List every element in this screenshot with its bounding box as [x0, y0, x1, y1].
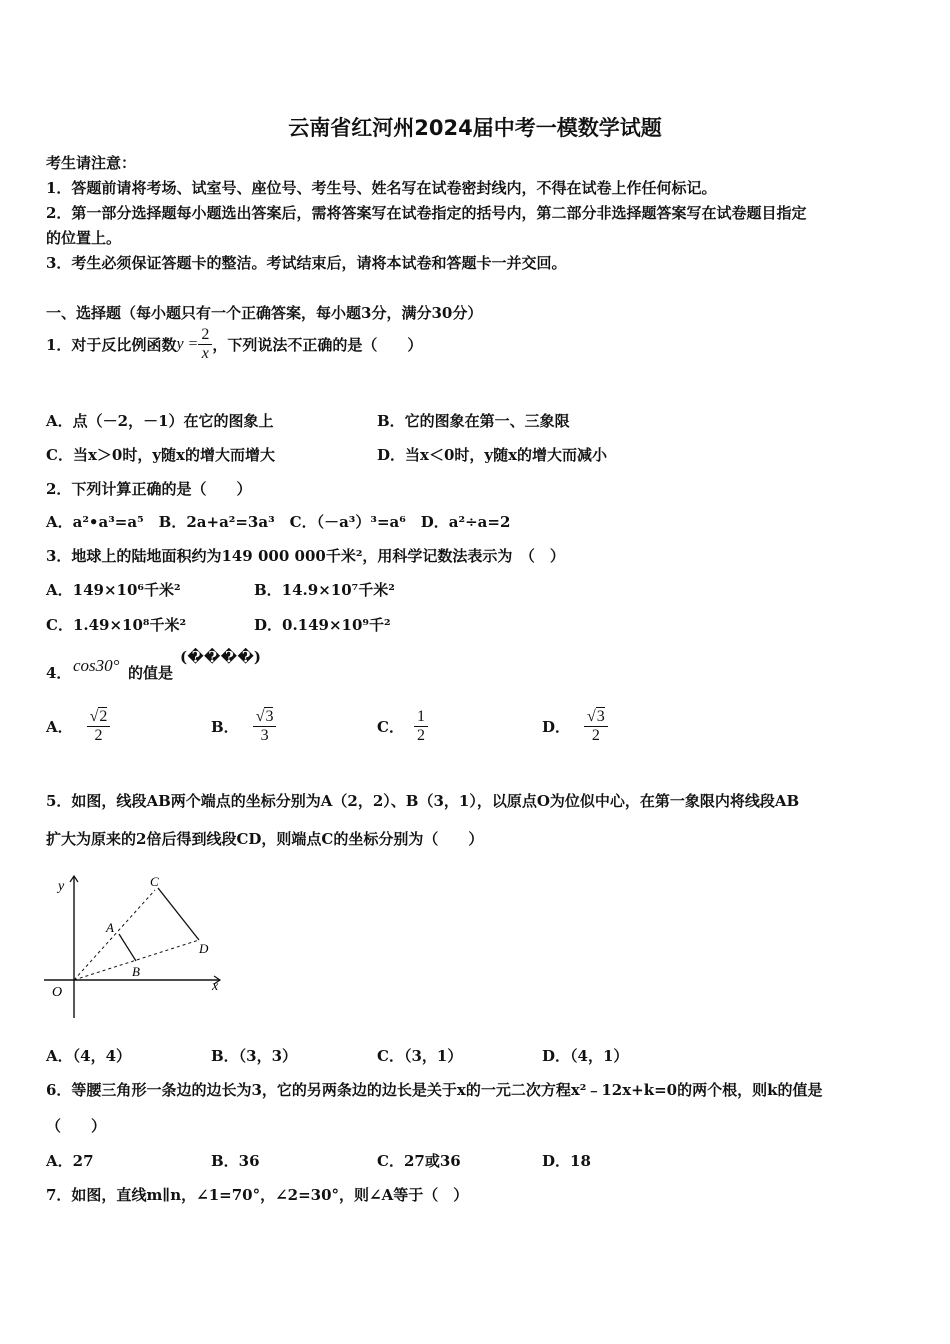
q4-expression: cos30° [73, 656, 120, 675]
q1-option-d: D．当x＜0时，y随x的增大而减小 [377, 446, 608, 464]
q4-d-radicand: 3 [596, 708, 605, 725]
label-d: D [199, 941, 209, 956]
label-x: x [212, 979, 219, 994]
q4-option-b-label: B． [211, 718, 239, 736]
segment-ab [119, 934, 136, 961]
question-1-stem [46, 326, 422, 363]
note-1: 1．答题前请将考场、试室号、座位号、考生号、姓名写在试卷密封线内，不得在试卷上作任何标记。 [46, 179, 717, 197]
q4-option-b-value: $\frac{√3}{3}$ [253, 708, 277, 745]
q6-option-b: B．36 [211, 1152, 260, 1170]
q4-garbled-text: (����) [180, 648, 261, 666]
q4-option-a [46, 708, 110, 745]
q1-option-c: C．当x＞0时，y随x的增大而增大 [46, 446, 275, 464]
q4-suffix: 的值是 [128, 664, 174, 682]
q4-b-radicand: 3 [265, 708, 274, 725]
q4-option-d-value: $\frac{√3}{2}$ [584, 708, 608, 745]
q4-c-den: 2 [414, 726, 428, 745]
question-6-line2: （ ） [46, 1117, 107, 1135]
label-a: A [106, 920, 114, 935]
q6-option-d: D．18 [542, 1152, 591, 1170]
q3-option-d: D．0.149×10⁹千² [254, 616, 391, 634]
q5-option-d: D．（4，1） [542, 1047, 629, 1065]
q4-option-b [211, 708, 276, 745]
q4-option-a-value: $\frac{√2}{2}$ [87, 708, 111, 745]
notes-heading: 考生请注意： [46, 154, 137, 172]
q4-c-num: 1 [416, 708, 425, 725]
q1-option-a: A．点（－2，－1）在它的图象上 [46, 412, 274, 430]
q1-option-b: B．它的图象在第一、三象限 [377, 412, 570, 430]
label-c: C [150, 874, 159, 889]
q5-option-b: B．（3，3） [211, 1047, 298, 1065]
q3-option-c: C．1.49×10⁸千米² [46, 616, 187, 634]
q4-option-a-label: A． [46, 718, 73, 736]
q4-a-den: 2 [87, 726, 111, 745]
q3-option-b: B．14.9×10⁷千米² [254, 581, 395, 599]
q6-option-a: A．27 [46, 1152, 94, 1170]
ray-oc [74, 890, 155, 980]
q4-d-den: 2 [584, 726, 608, 745]
q5-coordinate-figure [40, 868, 230, 1023]
q1-function-y: y = [176, 335, 199, 353]
question-7-stem: 7．如图，直线m∥n，∠1=70°，∠2=30°，则∠A等于（ ） [46, 1186, 469, 1204]
q5-option-a: A．（4，4） [46, 1047, 132, 1065]
page-title: 云南省红河州2024届中考一模数学试题 [288, 116, 662, 140]
note-2-cont: 的位置上。 [46, 229, 122, 247]
q2-options: A．a²•a³=a⁵ B．2a+a²=3a³ C．（－a³）³=a⁶ D．a²÷a=2 [46, 513, 511, 531]
section-heading: 一、选择题（每小题只有一个正确答案，每小题3分，满分30分） [46, 304, 483, 322]
q5-option-c: C．（3，1） [377, 1047, 463, 1065]
q1-fraction-den: x [198, 344, 212, 363]
label-y: y [58, 879, 65, 894]
q4-option-c-value [414, 708, 428, 745]
q1-suffix: ，下列说法不正确的是（ ） [212, 336, 423, 354]
question-5-line1: 5．如图，线段AB两个端点的坐标分别为A（2，2）、B（3，1），以原点O为位似中心，在第一象限内将线段AB [46, 792, 800, 810]
question-6-line1: 6．等腰三角形一条边的边长为3，它的另两条边的边长是关于x的一元二次方程x²﹣12x+k=0的两个根，则k的值是 [46, 1081, 823, 1099]
label-b: B [132, 964, 140, 979]
q4-b-den: 3 [253, 726, 277, 745]
q4-option-d-label: D． [542, 718, 571, 736]
note-3: 3．考生必须保证答题卡的整洁。考试结束后，请将本试卷和答题卡一并交回。 [46, 254, 567, 272]
question-5-line2: 扩大为原来的2倍后得到线段CD，则端点C的坐标分别为（ ） [46, 830, 484, 848]
segment-cd [158, 888, 199, 940]
q3-option-a: A．149×10⁶千米² [46, 581, 181, 599]
label-o: O [52, 985, 63, 1000]
question-2-stem: 2．下列计算正确的是（ ） [46, 480, 252, 498]
question-4-number: 4． [46, 664, 72, 682]
q6-option-c: C．27或36 [377, 1152, 461, 1170]
q1-fraction-num: 2 [201, 326, 210, 343]
q4-option-c [377, 708, 428, 745]
q4-option-d [542, 708, 608, 745]
q4-a-radicand: 2 [99, 708, 108, 725]
note-2: 2．第一部分选择题每小题选出答案后，需将答案写在试卷指定的括号内，第二部分非选择题答案写在试卷题目指定 [46, 204, 807, 222]
question-3-stem: 3．地球上的陆地面积约为149 000 000千米²，用科学记数法表示为 （ ） [46, 547, 565, 565]
q1-prefix: 1．对于反比例函数 [46, 336, 177, 354]
q1-fraction [198, 326, 212, 363]
q4-option-c-label: C． [377, 718, 404, 736]
